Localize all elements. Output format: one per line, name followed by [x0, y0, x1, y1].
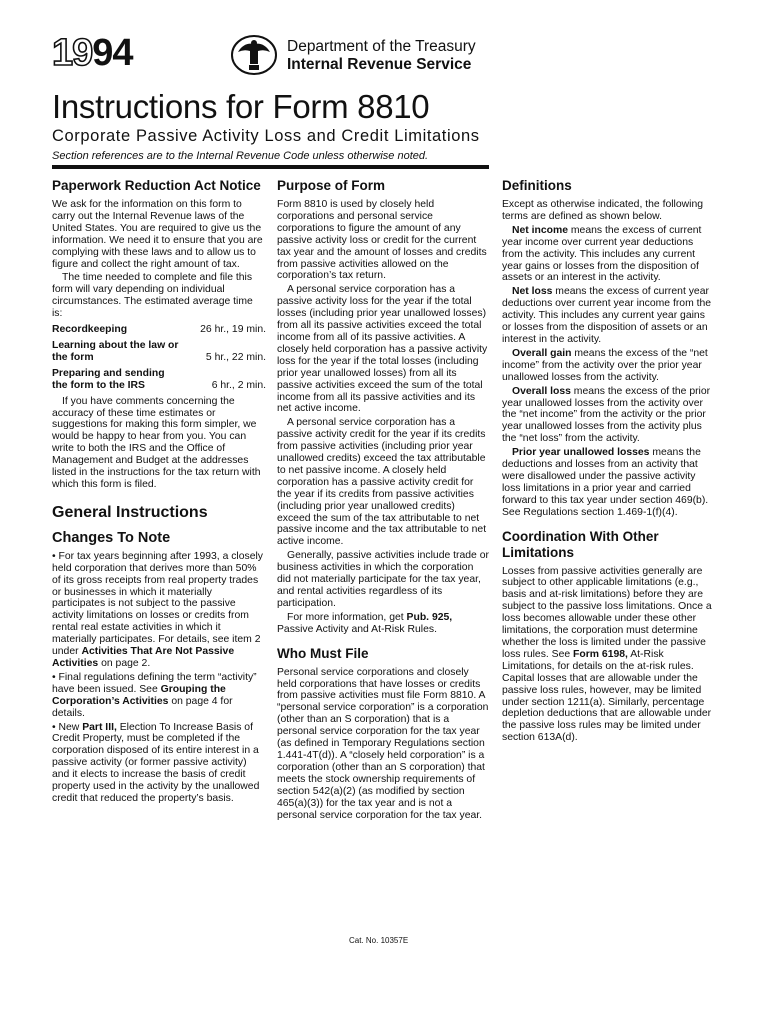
form-year: 1994 [52, 32, 133, 74]
paragraph: Form 8810 is used by closely held corporations and personal service corporations to figure the amount of any passive activity loss or credit for the current tax year and the amount of losses and credits from passive activities allowed on the corporation’s tax return. [277, 199, 487, 282]
bullet-item: • For tax years beginning after 1993, a closely held corporation that derives more than 50% of its gross receipts from real property trades or businesses in which it materially participates is not subject to the passive activity limitations on losses or credits from rental real estate activities in which it materially participates. For details, see item 2 under Activities That Are Not Passive Activities on page 2. [52, 550, 263, 669]
paragraph: If you have comments concerning the accuracy of these time estimates or suggestions for making this form simpler, we would be happy to hear from you. You can write to both the IRS and the Office of Management and Budget at the addresses listed in the instructions for the tax return with which this form is filed. [52, 395, 261, 490]
paperwork-heading: Paperwork Reduction Act Notice [52, 178, 261, 193]
column-3 [502, 178, 714, 746]
definition-item: Overall gain means the excess of the “net income” from the activity over the prior year unallowed losses from the activity. [502, 347, 708, 383]
definition-item: Net income means the excess of current year income over current year deductions from the activity. This includes any current year gains or losses from the disposition of assets or an interest in the activity. [502, 224, 702, 284]
definition-item: Net loss means the excess of current year deductions over current year income from the activity. This includes any current year gains or losses from the disposition of assets or an interest in the activity. [502, 286, 712, 345]
paragraph: A personal service corporation has a passive activity credit for the year if its credits from passive activities (including prior year unallowed credits) exceed the tax attributable to net passive income. A closely held corporation has a passive activity credit for the year if its credits from passive activities (including prior year unallowed credits) exceed the sum of the tax attributable to net passive income and the tax attributable to net active income. [277, 417, 487, 548]
bullet-item: • Final regulations defining the term “activity” have been issued. See Grouping the Corporation’s Activities on page 4 for details. [52, 671, 257, 719]
time-row: Preparing and sending the form to the IRS 6 hr., 2 min. [52, 367, 266, 391]
header-rule [52, 165, 489, 169]
page-title: Instructions for Form 8810 [52, 88, 430, 125]
paragraph: Personal service corporations and closely held corporations that have losses or credits from passive activities must file Form 8810. A “personal service corporation” is a corporation (other than an S corporation) that is a personal service corporation for the tax year (as defined in Temporary Regulations section 1.441-4T(d)). A “closely held corporation” is a corporation (other than an S corporation) that meets the stock ownership requirements of section 542(a)(2) (as modified by section 465(a)(3)) for the tax year and is not a personal service corporation for the tax year. [277, 666, 489, 821]
bullet-item: • New Part III, Election To Increase Basis of Credit Property, must be completed if the corporation disposed of its entire interest in a passive activity (or former passive activity) and it elects to increase the basis of credit property used in the activity by the unallowed credit that reduced the property’s basis. [52, 721, 260, 804]
paragraph: Generally, passive activities include trade or business activities in which the corporation did not materially participate for the tax year, and rental activities regardless of its participation. [277, 550, 489, 609]
paragraph: Except as otherwise indicated, the following terms are defined as shown below. [502, 199, 703, 222]
changes-heading: Changes To Note [52, 529, 171, 546]
general-instructions-heading: General Instructions [52, 503, 208, 521]
purpose-heading: Purpose of Form [277, 178, 386, 193]
page-subtitle: Corporate Passive Activity Loss and Credit Limitations [52, 127, 480, 145]
coordination-heading: Coordination With Other Limitations [502, 528, 659, 560]
paragraph: A personal service corporation has a passive activity loss for the year if the total losses (including prior year unallowed losses) from all its passive activities exceed the total income from all of its passive activities. A closely held corporation has a passive activity loss for the year if the total losses (including prior year unallowed losses) from all its passive activities exceed the sum of the total income from all its passive activities and its net active income. [277, 284, 488, 415]
paragraph: The time needed to complete and file this form will vary depending on individual circumstances. The estimated average time is: [52, 272, 253, 320]
paragraph: For more information, get Pub. 925, Passive Activity and At-Risk Rules. [277, 611, 453, 635]
definitions-heading: Definitions [502, 178, 572, 193]
catalog-number: Cat. No. 10357E [349, 936, 409, 945]
column-1 [52, 178, 266, 807]
definition-item: Overall loss means the excess of the prior year unallowed losses from the activity over the “net income” from the activity or the prior year unallowed losses from the activity plus the “net loss” from the activity. [502, 385, 711, 445]
who-must-file-heading: Who Must File [277, 645, 369, 661]
column-2 [277, 178, 489, 823]
department-block [287, 38, 476, 74]
time-row: Recordkeeping 26 hr., 19 min. [52, 324, 266, 336]
definition-item: Prior year unallowed losses means the deductions and losses from an activity that were disallowed under the passive activity loss limitations in a prior year and carried forward to this tax year under section 469(b). See Regulations section 1.469-1(f)(4). [502, 447, 709, 518]
irs-eagle-logo [230, 34, 278, 76]
section-reference-note: Section references are to the Internal Revenue Code unless otherwise noted. [52, 150, 429, 162]
paragraph: We ask for the information on this form to carry out the Internal Revenue laws of the United States. You are required to give us the information. We need it to ensure that you are complying with these laws and to allow us to figure and collect the right amount of tax. [52, 199, 263, 270]
department-name: Department of the Treasury [287, 38, 476, 55]
time-row: Learning about the law or the form 5 hr., 22 min. [52, 339, 266, 363]
paragraph: Losses from passive activities generally are subject to other applicable limitations (e.g., basis and at-risk limitations) before they are subject to the passive loss limitations. Once a loss becomes allowable under these other limitations, the corporation must determine whether the loss is limited under the passive loss rules. See Form 6198, At-Risk Limitations, for details on the at-risk rules. Capital losses that are allowable under the passive loss rules, however, may be limited under section 1211(a). Similarly, percentage depletion deductions that are allowable under the passive loss rules may be limited under section 613A(d). [502, 565, 712, 744]
agency-name: Internal Revenue Service [287, 56, 472, 73]
